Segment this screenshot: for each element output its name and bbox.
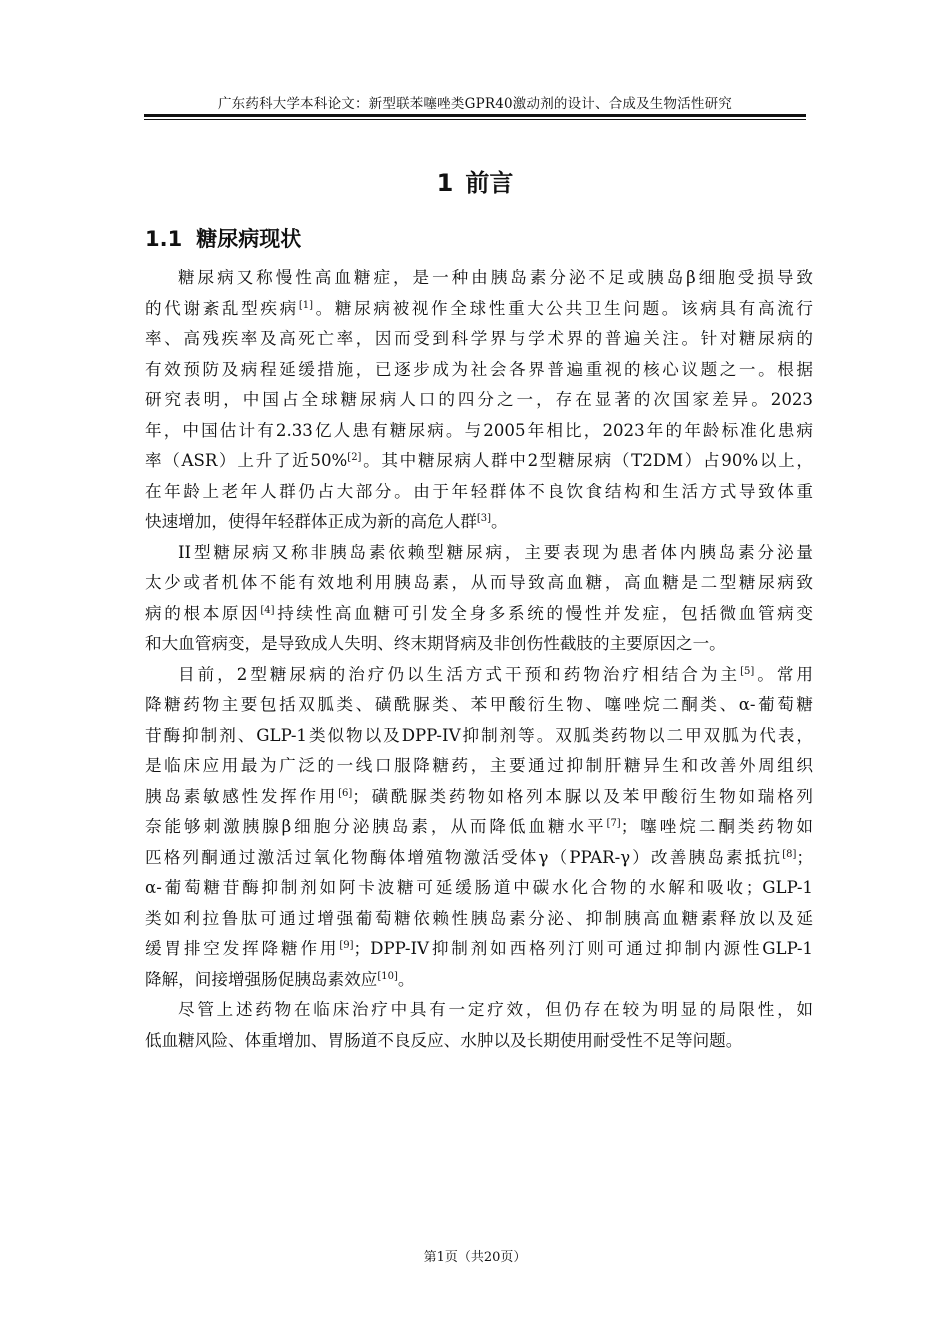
text-run: ；DPP-IV抑制剂如西格列汀则可通过抑制内源性GLP-1 — [353, 939, 813, 958]
citation-ref: [3] — [476, 513, 492, 524]
header-rule-thin — [144, 119, 806, 120]
section-number: 1.1 — [145, 227, 183, 251]
body-line — [145, 965, 813, 996]
section-title: 糖尿病现状 — [196, 227, 302, 251]
text-run: 降解，间接增强肠促胰岛素效应 — [145, 969, 378, 989]
body-line — [145, 599, 813, 630]
text-run: 低血糖风险、体重增加、胃肠道不良反应、水肿以及长期使用耐受性不足等问题。 — [145, 1030, 743, 1050]
body-line — [145, 416, 813, 447]
text-run: 率（ASR）上升了近50% — [145, 451, 348, 470]
body-line — [145, 934, 813, 965]
body-line — [145, 660, 813, 691]
body-line — [145, 1026, 813, 1057]
text-run: 降糖药物主要包括双胍类、磺酰脲类、苯甲酸衍生物、噻唑烷二酮类、α-葡萄糖 — [145, 695, 813, 714]
text-run: 。其中糖尿病人群中2型糖尿病（T2DM）占90%以上， — [361, 451, 813, 470]
citation-ref: [7] — [606, 818, 621, 829]
text-run: 病的根本原因 — [145, 603, 261, 623]
body-line — [145, 507, 813, 538]
text-run: 。常用 — [754, 664, 814, 684]
body-line — [145, 324, 813, 355]
text-run: 。糖尿病被视作全球性重大公共卫生问题。该病具有高流行 — [313, 298, 814, 318]
text-run: 持续性高血糖可引发全身多系统的慢性并发症，包括微血管病变 — [274, 603, 814, 623]
text-run: 年，中国估计有2.33亿人患有糖尿病。与2005年相比，2023年的年龄标准化患病 — [145, 420, 813, 440]
citation-ref: [9] — [339, 940, 354, 951]
chapter-number: 1 — [436, 169, 454, 197]
body-line — [145, 782, 813, 813]
text-run: 有效预防及病程延缓措施，已逐步成为社会各界普遍重视的核心议题之一。根据 — [145, 359, 813, 379]
body-line — [145, 873, 813, 904]
body-line — [145, 904, 813, 935]
text-run: ；噻唑烷二酮类药物如 — [620, 817, 814, 836]
text-run: 率、高残疾率及高死亡率，因而受到科学界与学术界的普遍关注。针对糖尿病的 — [145, 329, 813, 348]
text-run: α-葡萄糖苷酶抑制剂如阿卡波糖可延缓肠道中碳水化合物的水解和吸收；GLP-1 — [145, 878, 813, 897]
citation-ref: [1] — [298, 299, 314, 311]
text-run: 胰岛素敏感性发挥作用 — [145, 786, 339, 806]
text-run: 是临床应用最为广泛的一线口服降糖药，主要通过抑制肝糖异生和改善外周组织 — [145, 756, 813, 775]
text-run: ；磺酰脲类药物如格列本脲以及苯甲酸衍生物如瑞格列 — [352, 786, 814, 806]
text-run: 缓胃排空发挥降糖作用 — [145, 939, 340, 958]
running-header: 广东药科大学本科论文：新型联苯噻唑类GPR40激动剂的设计、合成及生物活性研究 — [217, 96, 732, 112]
text-run: 和大血管病变，是导致成人失明、终末期肾病及非创伤性截肢的主要原因之一。 — [145, 634, 726, 653]
body-line — [145, 294, 813, 325]
text-run: 匹格列酮通过激活过氧化物酶体增殖物激活受体γ（PPAR-γ）改善胰岛素抵抗 — [145, 847, 783, 867]
text-run: 太少或者机体不能有效地利用胰岛素，从而导致高血糖，高血糖是二型糖尿病致 — [145, 573, 813, 592]
body-line — [145, 721, 813, 752]
body-line — [145, 263, 813, 294]
body-line — [145, 843, 813, 874]
body-line — [145, 751, 813, 782]
chapter-heading — [0, 163, 950, 198]
text-run: 快速增加，使得年轻群体正成为新的高危人群 — [145, 512, 477, 531]
citation-ref: [4] — [260, 604, 275, 616]
page-footer: 第1页（共20页） — [423, 1250, 527, 1265]
body-line — [145, 568, 813, 599]
text-run: 的代谢紊乱型疾病 — [145, 298, 299, 318]
chapter-title: 前言 — [465, 169, 514, 197]
section-heading — [145, 223, 301, 253]
body-line — [145, 385, 813, 416]
text-run: 在年龄上老年人群仍占大部分。由于年轻群体不良饮食结构和生活方式导致体重 — [145, 481, 813, 501]
text-run: 研究表明，中国占全球糖尿病人口的四分之一，存在显著的次国家差异。2023 — [145, 390, 813, 409]
text-run: 目前，2型糖尿病的治疗仍以生活方式干预和药物治疗相结合为主 — [178, 664, 741, 684]
text-run: ； — [796, 847, 813, 867]
text-run: 。 — [491, 512, 508, 531]
text-run: 尽管上述药物在临床治疗中具有一定疗效，但仍存在较为明显的局限性，如 — [178, 1000, 813, 1019]
citation-ref: [8] — [782, 848, 797, 860]
citation-ref: [10] — [377, 970, 398, 982]
body-line — [145, 629, 813, 660]
body-text — [145, 263, 813, 1056]
citation-ref: [6] — [338, 787, 353, 799]
citation-ref: [2] — [347, 452, 362, 463]
header-rule-thick — [144, 114, 806, 117]
text-run: 糖尿病又称慢性高血糖症，是一种由胰岛素分泌不足或胰岛β细胞受损导致 — [178, 268, 813, 287]
body-line — [145, 690, 813, 721]
body-line — [145, 538, 813, 569]
body-line — [145, 477, 813, 508]
text-run: II型糖尿病又称非胰岛素依赖型糖尿病，主要表现为患者体内胰岛素分泌量 — [178, 542, 813, 562]
text-run: 。 — [397, 969, 415, 989]
citation-ref: [5] — [740, 665, 755, 677]
body-line — [145, 995, 813, 1026]
text-run: 奈能够刺激胰腺β细胞分泌胰岛素，从而降低血糖水平 — [145, 817, 607, 836]
body-line — [145, 355, 813, 386]
text-run: 苷酶抑制剂、GLP-1类似物以及DPP-IV抑制剂等。双胍类药物以二甲双胍为代表， — [145, 725, 813, 745]
body-line — [145, 812, 813, 843]
text-run: 类如利拉鲁肽可通过增强葡萄糖依赖性胰岛素分泌、抑制胰高血糖素释放以及延 — [145, 908, 813, 928]
body-line — [145, 446, 813, 477]
